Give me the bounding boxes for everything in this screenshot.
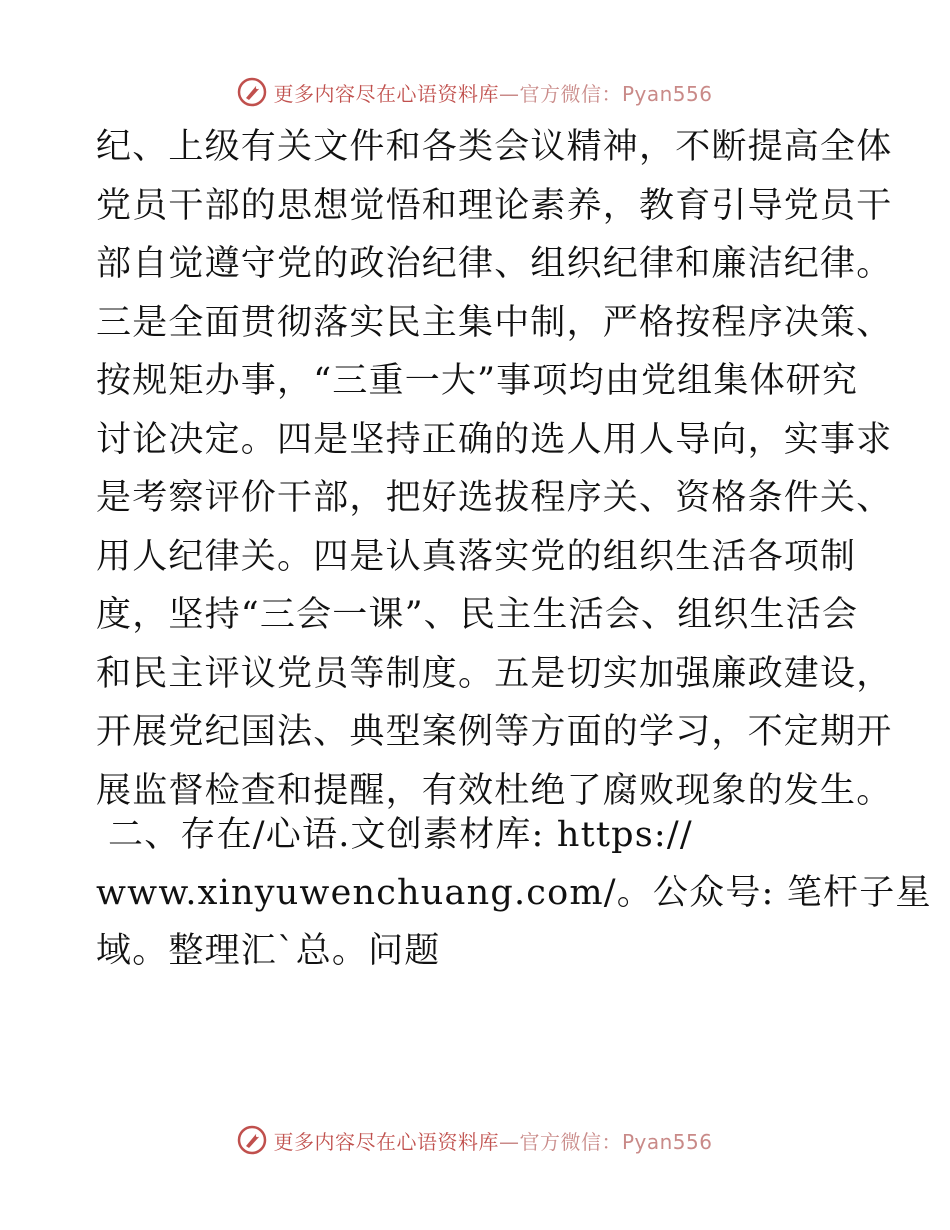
footer-watermark: [0, 1120, 950, 1160]
watermark-text: 更多内容尽在心语资料库—官方微信：Pyan556: [273, 1129, 713, 1154]
paragraph-line: 度，坚持“三会一课”、民主生活会、组织生活会: [96, 595, 859, 635]
paragraph-line: 开展党纪国法、典型案例等方面的学习，不定期开: [96, 712, 893, 752]
paragraph-line: 部自觉遵守党的政治纪律、组织纪律和廉洁纪律。: [96, 244, 893, 284]
section-line: 二、存在/心语.文创素材库: https://: [108, 815, 693, 855]
paragraph-line: 纪、上级有关文件和各类会议精神，不断提高全体: [96, 127, 893, 167]
paragraph-line: 是考察评价干部，把好选拔程序关、资格条件关、: [96, 478, 893, 518]
section-heading-block: [96, 806, 932, 980]
paragraph-line: 和民主评议党员等制度。五是切实加强廉政建设，: [96, 653, 893, 694]
paragraph-line: 展监督检查和提醒，有效杜绝了腐败现象的发生。: [96, 770, 893, 811]
section-line: 域。整理汇`总。问题: [96, 931, 441, 971]
paragraph-line: 按规矩办事，“三重一大”事项均由党组集体研究: [96, 361, 859, 401]
header-watermark: [0, 72, 950, 112]
paragraph-line: 三是全面贯彻落实民主集中制，严格按程序决策、: [96, 302, 893, 343]
section-line: www.xinyuwenchuang.com/。公众号: 笔杆子星: [96, 873, 932, 913]
watermark-text: 更多内容尽在心语资料库—官方微信：Pyan556: [273, 81, 713, 106]
document-paragraph: [96, 118, 893, 820]
pen-nib-logo-icon: [237, 1125, 267, 1155]
paragraph-line: 用人纪律关。四是认真落实党的组织生活各项制: [96, 536, 857, 577]
paragraph-line: 讨论决定。四是坚持正确的选人用人导向，实事求: [96, 419, 893, 460]
pen-nib-logo-icon: [237, 77, 267, 107]
paragraph-line: 党员干部的思想觉悟和理论素养，教育引导党员干: [96, 185, 893, 226]
